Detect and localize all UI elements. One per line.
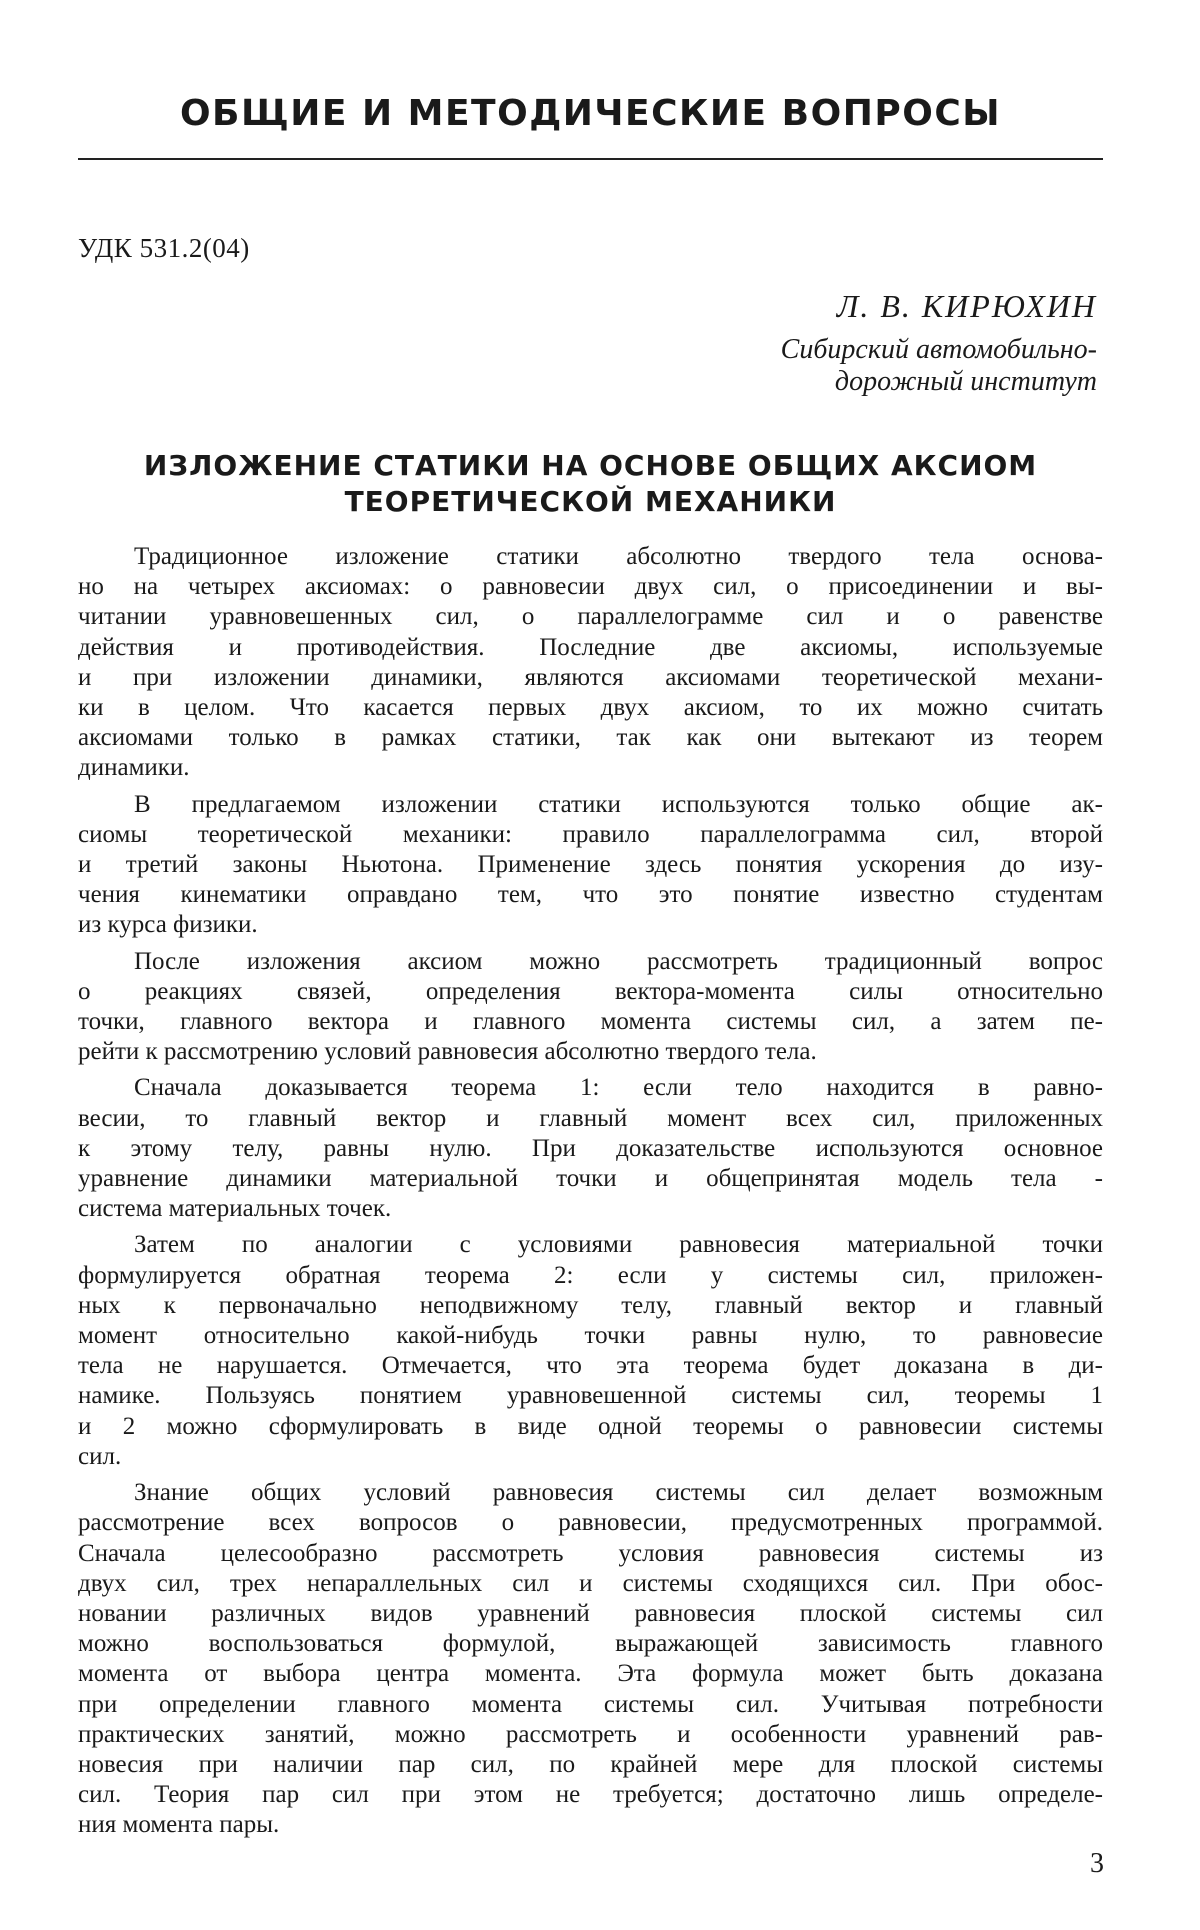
document-page (78, 0, 1103, 1847)
paragraph-line: читании уравновешенных сил, о параллелограмме сил и о равенстве (78, 603, 1103, 631)
paragraph-line: После изложения аксиом можно рассмотреть традиционный вопрос (134, 947, 1103, 975)
paragraph-line: чения кинематики оправдано тем, что это понятие известно студентам (78, 881, 1103, 909)
body-paragraph (78, 790, 1103, 941)
paragraph-line: практических занятий, можно рассмотреть и особенности уравнений рав- (78, 1720, 1103, 1748)
header-rule (78, 158, 1103, 160)
body-paragraph (78, 1073, 1103, 1224)
paragraph-line: намике. Пользуясь понятием уравновешенной системы сил, теоремы 1 (78, 1382, 1103, 1410)
paragraph-line: динамики. (78, 754, 190, 782)
paragraph-line: новесия при наличии пар сил, по крайней мере для плоской системы (78, 1750, 1103, 1778)
paragraph-line: при определении главного момента системы сил. Учитывая потребности (78, 1690, 1103, 1718)
affiliation-line: Сибирский автомобильно- (780, 334, 1097, 365)
article-body (78, 542, 1103, 1841)
paragraph-line: рассмотрение всех вопросов о равновесии, предусмотренных программой. (78, 1509, 1103, 1537)
paragraph-line: сил. (78, 1442, 122, 1470)
paragraph-line: момента от выбора центра момента. Эта формула может быть доказана (78, 1660, 1103, 1688)
author-affiliation (78, 334, 1103, 398)
paragraph-line: формулируется обратная теорема 2: если у системы сил, приложен- (78, 1261, 1103, 1289)
paragraph-line: аксиомами только в рамках статики, так как они вытекают из теорем (78, 724, 1103, 752)
paragraph-line: из курса физики. (78, 911, 258, 939)
paragraph-line: момент относительно какой-нибудь точки равны нулю, то равновесие (78, 1322, 1103, 1350)
paragraph-line: Сначала целесообразно рассмотреть условия равновесия системы из (78, 1539, 1103, 1567)
paragraph-line: уравнение динамики материальной точки и общепринятая модель тела - (78, 1165, 1103, 1193)
paragraph-line: ки в целом. Что касается первых двух аксиом, то их можно считать (78, 694, 1103, 722)
paragraph-line: и третий законы Ньютона. Применение здесь понятия ускорения до изу- (78, 851, 1103, 879)
paragraph-line: система материальных точек. (78, 1195, 392, 1223)
article-title-line: ТЕОРЕТИЧЕСКОЙ МЕХАНИКИ (344, 485, 837, 518)
body-paragraph (78, 542, 1103, 784)
paragraph-line: но на четырех аксиомах: о равновесии двух сил, о присоединении и вы- (78, 573, 1103, 601)
paragraph-line: Традиционное изложение статики абсолютно твердого тела основа- (134, 543, 1103, 570)
body-paragraph (78, 1478, 1103, 1840)
article-title-line: ИЗЛОЖЕНИЕ СТАТИКИ НА ОСНОВЕ ОБЩИХ АКСИОМ (143, 449, 1038, 482)
paragraph-line: рейти к рассмотрению условий равновесия абсолютно твердого тела. (78, 1038, 817, 1066)
paragraph-line: сиомы теоретической механики: правило параллелограмма сил, второй (78, 820, 1103, 848)
paragraph-line: ния момента пары. (78, 1811, 280, 1839)
affiliation-line: дорожный институт (834, 366, 1097, 397)
article-title (78, 448, 1103, 520)
author-name: Л. В. КИРЮХИН (836, 288, 1097, 324)
body-paragraph (78, 1230, 1103, 1472)
paragraph-line: и при изложении динамики, являются аксиомами теоретической механи- (78, 663, 1103, 691)
paragraph-line: к этому телу, равны нулю. При доказательстве используются основное (78, 1134, 1103, 1162)
paragraph-line: сил. Теория пар сил при этом не требуется; достаточно лишь определе- (78, 1781, 1103, 1809)
section-title: ОБЩИЕ И МЕТОДИЧЕСКИЕ ВОПРОСЫ (179, 93, 1002, 134)
page-number: 3 (1090, 1848, 1104, 1879)
paragraph-line: Сначала доказывается теорема 1: если тело находится в равно- (134, 1074, 1103, 1102)
paragraph-line: действия и противодействия. Последние две аксиомы, используемые (78, 633, 1103, 661)
paragraph-line: и 2 можно сформулировать в виде одной теоремы о равновесии системы (78, 1412, 1103, 1440)
udk-code: УДК 531.2(04) (78, 233, 250, 263)
paragraph-line: В предлагаемом изложении статики используются только общие ак- (134, 790, 1103, 818)
paragraph-line: о реакциях связей, определения вектора-момента силы относительно (78, 977, 1103, 1005)
paragraph-line: Затем по аналогии с условиями равновесия материальной точки (134, 1231, 1103, 1259)
paragraph-line: точки, главного вектора и главного момента системы сил, а затем пе- (78, 1008, 1103, 1036)
paragraph-line: новании различных видов уравнений равновесия плоской системы сил (78, 1599, 1103, 1627)
paragraph-line: Знание общих условий равновесия системы сил делает возможным (134, 1479, 1103, 1507)
paragraph-line: двух сил, трех непараллельных сил и системы сходящихся сил. При обос- (78, 1569, 1103, 1597)
paragraph-line: весии, то главный вектор и главный момент всех сил, приложенных (78, 1104, 1103, 1132)
paragraph-line: можно воспользоваться формулой, выражающей зависимость главного (78, 1630, 1103, 1658)
paragraph-line: ных к первоначально неподвижному телу, главный вектор и главный (78, 1291, 1103, 1319)
body-paragraph (78, 947, 1103, 1068)
paragraph-line: тела не нарушается. Отмечается, что эта теорема будет доказана в ди- (78, 1352, 1103, 1380)
